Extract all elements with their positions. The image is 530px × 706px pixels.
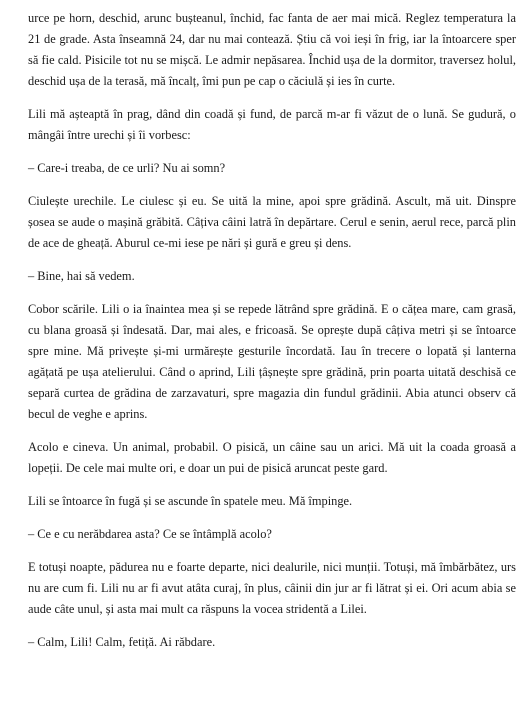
dialog-line-3: – Ce e cu nerăbdarea asta? Ce se întâmplă acolo? [28,527,272,541]
dialog-line-2: – Bine, hai să vedem. [28,269,135,283]
paragraph-2: Lili mă așteaptă în prag, dând din coadă și fund, de parcă m-ar fi văzut de o lună. Se gudură, o mângâi între urechi și îi vorbesc: [28,107,516,142]
paragraph-1: urce pe horn, deschid, arunc bușteanul, închid, fac fanta de aer mai mică. Reglez temperatura la 21 de grade. Asta înseamnă 24, dar nu mai contează. Știu că voi ieși în frig, iar la întoarcere sper să fie cald. Pisicile tot nu se mișcă. Le admir nepăsarea. Închid ușa de la dormitor, traversez holul, deschid ușa de la terasă, mă încalț, îmi pun pe cap o căciulă și ies în curte. [28,11,516,88]
dialog-line-1: – Care-i treaba, de ce urli? Nu ai somn? [28,161,226,175]
dialog-line-4: – Calm, Lili! Calm, fetiță. Ai răbdare. [28,635,216,649]
paragraph-3: Ciulește urechile. Le ciulesc și eu. Se uită la mine, apoi spre grădină. Ascult, mă uit. Dinspre șosea se aude o mașină grăbită. Câțiva câini latră în depărtare. Cerul e senin, aerul rece, parcă plin de ace de gheață. Aburul ce-mi iese pe nări și gură e greu și dens. [28,194,516,250]
paragraph-7: E totuși noapte, pădurea nu e foarte departe, nici dealurile, nici munții. Totuși, mă îmbărbătez, urs nu are cum fi. Lili nu ar fi avut atâta curaj, în plus, câinii din jur ar fi lătrat și ei. Ori acum abia se aude câte unul, și asta mai mult ca răspuns la vocea stridentă a Lilei. [28,560,516,616]
paragraph-5: Acolo e cineva. Un animal, probabil. O pisică, un câine sau un arici. Mă uit la coada groasă a lopeții. De cele mai multe ori, e doar un pui de pisică aruncat peste gard. [28,440,516,475]
paragraph-4: Cobor scările. Lili o ia înaintea mea și se repede lătrând spre grădină. E o cățea mare, cam grasă, cu blana groasă și îndesată. Dar, mai ales, e fricoasă. Se oprește după câțiva metri și se întoarce spre mine. Mă privește și-mi urmărește gesturile încordată. Iau în trecere o lopată și lanterna agățată pe ușa atelierului. Când o aprind, Lili țâșnește spre grădină, prin poarta uitată deschisă ce separă curtea de grădina de zarzavaturi, spre magazia din fundul grădinii. Abia atunci observ că becul de veghe e aprins. [28,302,516,421]
paragraph-6: Lili se întoarce în fugă și se ascunde în spatele meu. Mă împinge. [28,494,353,508]
